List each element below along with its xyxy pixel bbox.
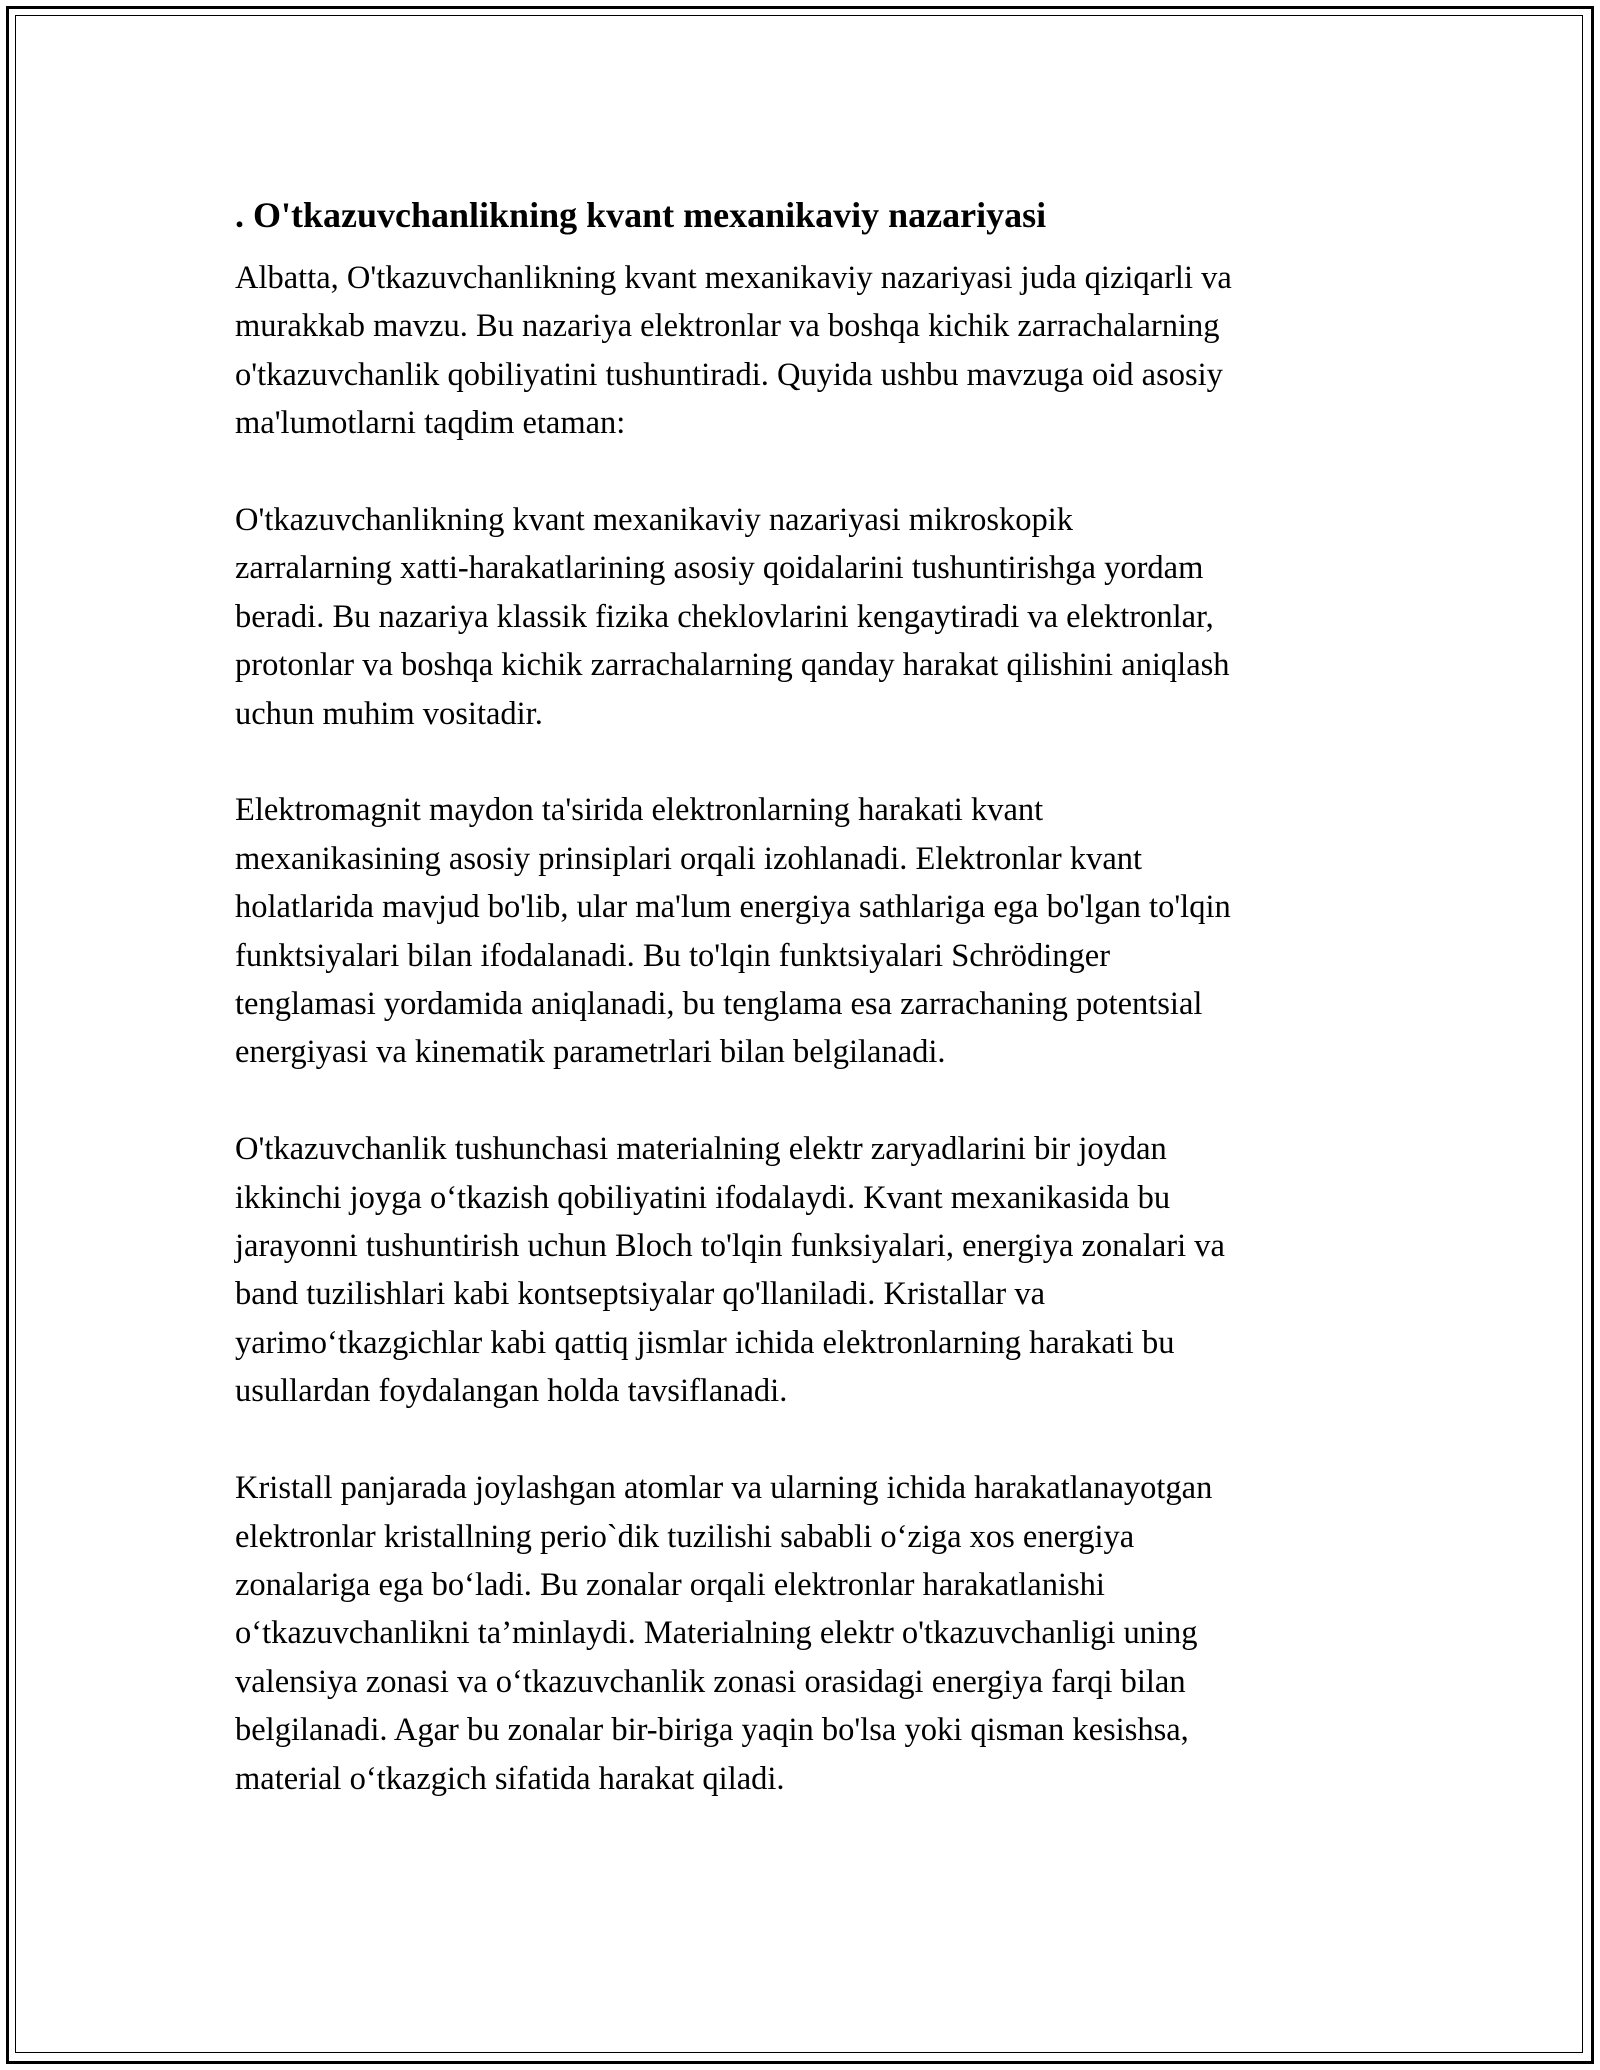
paragraph-line: valensiya zonasi va o‘tkazuvchanlik zonasi orasidagi energiya farqi bilan — [235, 1663, 1186, 1700]
paragraph-line: ikkinchi joyga o‘tkazish qobiliyatini ifodalaydi. Kvant mexanikasida bu — [235, 1179, 1171, 1216]
paragraph-2 — [235, 496, 1385, 738]
paragraph-line: holatlarida mavjud bo'lib, ular ma'lum energiya sathlariga ega bo'lgan to'lqin — [235, 889, 1231, 926]
paragraph-line: Elektromagnit maydon ta'sirida elektronlarning harakati kvant — [235, 792, 1044, 829]
paragraph-line: jarayonni tushuntirish uchun Bloch to'lqin funksiyalari, energiya zonalari va — [235, 1228, 1225, 1265]
paragraph-line: zarralarning xatti-harakatlarining asosiy qoidalarini tushuntirishga yordam — [235, 550, 1204, 587]
paragraph-line: tenglamasi yordamida aniqlanadi, bu tenglama esa zarrachaning potentsial — [235, 986, 1203, 1023]
document-body — [235, 188, 1385, 1851]
paragraph-line: ma'lumotlarni taqdim etaman: — [235, 405, 626, 442]
paragraph-line: material o‘tkazgich sifatida harakat qiladi. — [235, 1760, 785, 1797]
paragraph-line: yarimo‘tkazgichlar kabi qattiq jismlar ichida elektronlarning harakati bu — [235, 1324, 1175, 1361]
paragraph-line: beradi. Bu nazariya klassik fizika cheklovlarini kengaytiradi va elektronlar, — [235, 598, 1214, 635]
paragraph-line: uchun muhim vositadir. — [235, 695, 543, 732]
paragraph-line: usullardan foydalangan holda tavsiflanadi. — [235, 1373, 788, 1410]
paragraph-5 — [235, 1464, 1385, 1803]
paragraph-3 — [235, 786, 1385, 1076]
paragraph-line: O'tkazuvchanlik tushunchasi materialning elektr zaryadlarini bir joydan — [235, 1131, 1167, 1168]
paragraph-line: Albatta, O'tkazuvchanlikning kvant mexanikaviy nazariyasi juda qiziqarli va — [235, 260, 1232, 296]
paragraph-line: band tuzilishlari kabi kontseptsiyalar qo'llaniladi. Kristallar va — [235, 1276, 1046, 1313]
paragraph-line: energiyasi va kinematik parametrlari bilan belgilanadi. — [235, 1034, 946, 1071]
paragraph-line: o‘tkazuvchanlikni ta’minlaydi. Materialning elektr o'tkazuvchanligi uning — [235, 1615, 1198, 1652]
paragraph-1 — [235, 254, 1385, 448]
paragraph-line: Kristall panjarada joylashgan atomlar va ularning ichida harakatlanayotgan — [235, 1470, 1213, 1507]
paragraph-4 — [235, 1125, 1385, 1415]
paragraph-line: funktsiyalari bilan ifodalanadi. Bu to'lqin funktsiyalari Schrödinger — [235, 937, 1111, 974]
paragraph-line: belgilanadi. Agar bu zonalar bir-biriga yaqin bo'lsa yoki qisman kesishsa, — [235, 1712, 1189, 1749]
paragraph-line: protonlar va boshqa kichik zarrachalarning qanday harakat qilishini aniqlash — [235, 647, 1230, 684]
paragraph-line: O'tkazuvchanlikning kvant mexanikaviy nazariyasi mikroskopik — [235, 502, 1074, 539]
paragraph-line: elektronlar kristallning perio`dik tuzilishi sababli o‘ziga xos energiya — [235, 1518, 1135, 1555]
document-title: . O'tkazuvchanlikning kvant mexanikaviy nazariyasi — [235, 195, 1047, 235]
paragraph-line: o'tkazuvchanlik qobiliyatini tushuntiradi. Quyida ushbu mavzuga oid asosiy — [235, 356, 1223, 393]
paragraph-line: murakkab mavzu. Bu nazariya elektronlar va boshqa kichik zarrachalarning — [235, 308, 1220, 345]
paragraph-line: mexanikasining asosiy prinsiplari orqali izohlanadi. Elektronlar kvant — [235, 840, 1143, 877]
paragraph-line: zonalariga ega bo‘ladi. Bu zonalar orqali elektronlar harakatlanishi — [235, 1566, 1105, 1603]
